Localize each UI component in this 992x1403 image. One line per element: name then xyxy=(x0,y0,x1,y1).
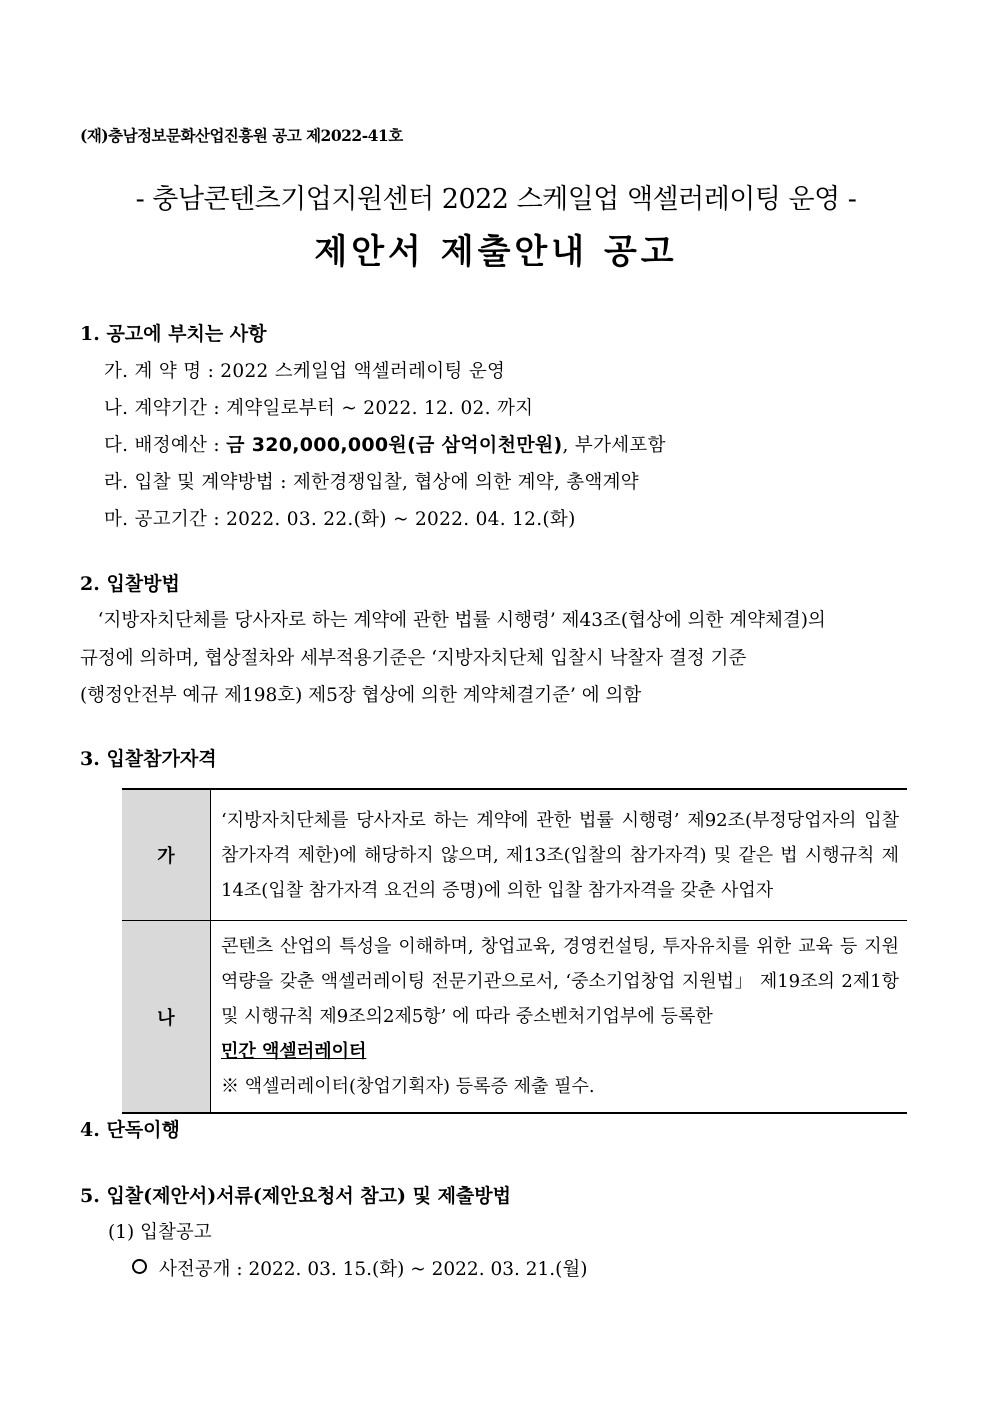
bid-method-item: 라. 입찰 및 계약방법 : 제한경쟁입찰, 협상에 의한 계약, 총액계약 xyxy=(104,472,639,493)
row-label: 가 xyxy=(122,789,211,921)
budget-item xyxy=(104,430,666,457)
section2-heading: 2. 입찰방법 xyxy=(80,573,180,595)
circle-bullet-icon xyxy=(132,1259,147,1274)
contract-period-item: 나. 계약기간 : 계약일로부터 ~ 2022. 12. 02. 까지 xyxy=(104,398,534,419)
row-note: ※ 액셀러레이터(창업기획자) 등록증 제출 필수. xyxy=(221,1076,595,1097)
contract-name-item: 가. 계 약 명 : 2022 스케일업 액셀러레이팅 운영 xyxy=(104,361,506,382)
pre-disclosure-text: 사전공개 : 2022. 03. 15.(화) ~ 2022. 03. 21.(월) xyxy=(159,1259,588,1280)
row-text: ‘지방자치단체를 당사자로 하는 계약에 관한 법률 시행령’ 제92조(부정당업자의 입찰 참가자격 제한)에 해당하지 않으며, 제13조(입찰의 참가자격) 및 같은 법 시행규칙 제14조(입찰 참가자격 요건의 증명)에 의한 입찰 참가자격을 갖춘 사업자 xyxy=(211,789,908,921)
bid-method-line-3: (행정안전부 예규 제198호) 제5장 협상에 의한 계약체결기준’ 에 의함 xyxy=(80,685,642,706)
table-row xyxy=(122,921,907,1114)
document-subtitle: - 충남콘텐츠기업지원센터 2022 스케일업 액셀러레이팅 운영 - xyxy=(135,184,857,215)
private-accelerator-emphasis: 민간 액셀러레이터 xyxy=(221,1041,367,1062)
row-text: 콘텐츠 산업의 특성을 이해하며, 창업교육, 경영컨설팅, 투자유치를 위한 교육 등 지원역량을 갖춘 액셀러레이팅 전문기관으로서, ‘중소기업창업 지원법」 제19조의 2제1항 및 시행규칙 제9조의2제5항’ 에 따라 중소벤처기업부에 등록한 xyxy=(221,936,899,1027)
notice-number: (재)충남정보문화산업진흥원 공고 제2022-41호 xyxy=(80,126,403,145)
row-label: 나 xyxy=(122,921,211,1114)
budget-prefix: 다. 배정예산 : xyxy=(104,435,227,456)
sub-item-bid-notice: (1) 입찰공고 xyxy=(108,1222,212,1243)
section1-heading: 1. 공고에 부치는 사항 xyxy=(80,323,267,345)
bid-method-line-2: 규정에 의하며, 협상절차와 세부적용기준은 ‘지방자치단체 입찰시 낙찰자 결정 기준 xyxy=(80,648,747,669)
table-row xyxy=(122,789,907,921)
budget-suffix: , 부가세포함 xyxy=(562,435,666,456)
section5-heading: 5. 입찰(제안서)서류(제안요청서 참고) 및 제출방법 xyxy=(80,1185,511,1207)
notice-period-item: 마. 공고기간 : 2022. 03. 22.(화) ~ 2022. 04. 12.(화) xyxy=(104,509,576,530)
budget-amount: 금 320,000,000원(금 삼억이천만원) xyxy=(226,434,563,456)
row-content xyxy=(211,921,908,1114)
pre-disclosure-item xyxy=(132,1255,587,1281)
document-title: 제안서 제출안내 공고 xyxy=(314,232,678,272)
bid-method-line-1: ‘지방자치단체를 당사자로 하는 계약에 관한 법률 시행령’ 제43조(협상에 의한 계약체결)의 xyxy=(80,610,826,631)
section3-heading: 3. 입찰참가자격 xyxy=(80,748,217,770)
section4-heading: 4. 단독이행 xyxy=(80,1119,180,1141)
qualification-table xyxy=(122,788,907,1114)
